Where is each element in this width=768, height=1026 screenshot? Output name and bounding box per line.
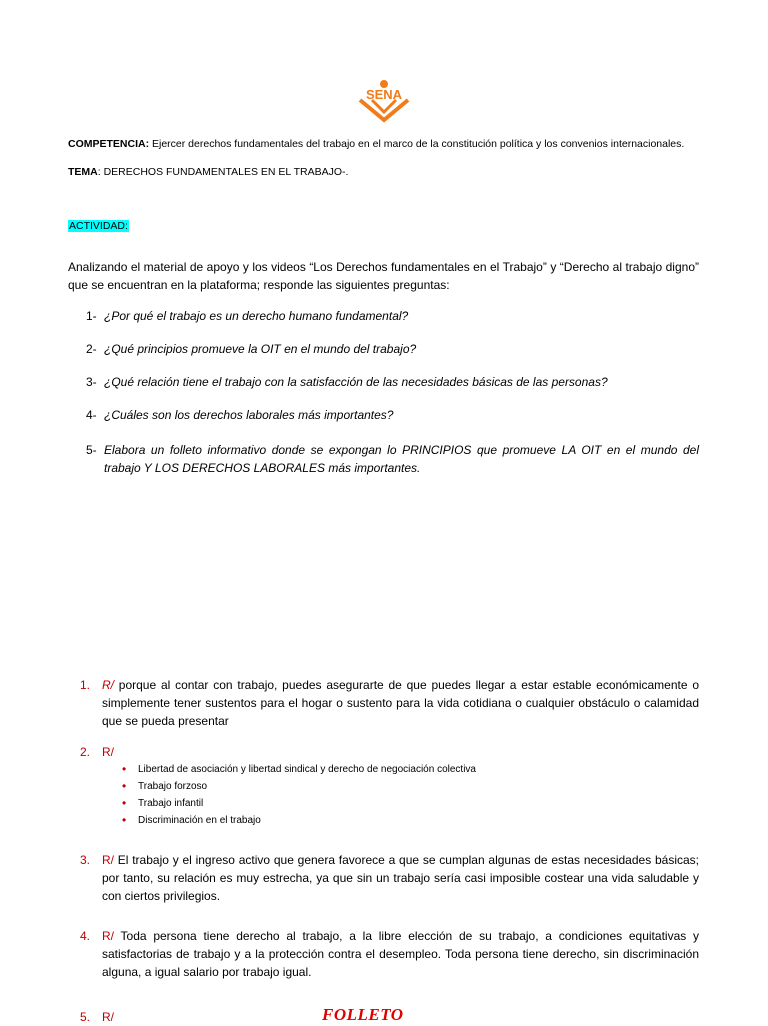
answer-number: 3.: [80, 853, 91, 867]
answer-number: 2.: [80, 745, 91, 759]
answer-label: R/: [102, 853, 114, 867]
answer-item: [80, 676, 699, 730]
question-item: [86, 373, 699, 391]
folleto-title: FOLLETO: [322, 1005, 404, 1024]
answer-text-wrap: [102, 1008, 140, 1026]
sena-logo-icon: [350, 80, 418, 130]
question-text: Elabora un folleto informativo donde se expongan lo PRINCIPIOS que promueve LA OIT en el mundo del trabajo Y LOS DERECHOS LABORALES más importantes.: [104, 443, 699, 475]
answer-label: R/: [102, 1010, 114, 1024]
answer-item: [80, 927, 699, 981]
sena-logo: [350, 80, 418, 130]
answer-text-wrap: [102, 743, 699, 761]
answer-number: 4.: [80, 929, 91, 943]
question-number: 4-: [86, 408, 97, 422]
intro-paragraph: Analizando el material de apoyo y los videos “Los Derechos fundamentales en el Trabajo” y “Derecho al trabajo digno” que se encuentran en la plataforma; responde las siguientes preguntas:: [68, 260, 699, 292]
answer-text: porque al contar con trabajo, puedes asegurarte de que puedes llegar a estar estable económicamente o simplemente tener sustentos para el hogar o sustento para la vida cotidiana o cualquier obstáculo o calamidad que se pueda presentar: [102, 678, 699, 728]
question-number: 2-: [86, 342, 97, 356]
answer-text-wrap: [102, 851, 699, 905]
answer-label: R/: [102, 745, 114, 759]
question-number: 5-: [86, 443, 97, 457]
logo-text: SENA: [365, 87, 403, 102]
competencia-line: [68, 138, 684, 150]
answer-number: 5.: [80, 1010, 91, 1024]
question-number: 3-: [86, 375, 97, 389]
actividad-label: ACTIVIDAD:: [69, 220, 128, 232]
tema-line: [68, 166, 348, 178]
answer-item: [80, 851, 699, 905]
list-item: • Trabajo infantil: [138, 795, 476, 812]
competencia-text: Ejercer derechos fundamentales del trabajo en el marco de la constitución política y los convenios internacionales.: [149, 138, 685, 150]
question-text: ¿Qué principios promueve la OIT en el mundo del trabajo?: [104, 342, 417, 356]
answer-text-wrap: [102, 676, 699, 730]
tema-text: : DERECHOS FUNDAMENTALES EN EL TRABAJO-.: [97, 166, 349, 178]
competencia-label: COMPETENCIA:: [68, 138, 150, 150]
list-item: • Libertad de asociación y libertad sindical y derecho de negociación colectiva: [138, 761, 476, 778]
answer-label: R/: [102, 678, 114, 692]
question-number: 1-: [86, 309, 97, 323]
answer-text-wrap: [102, 927, 699, 981]
list-item: • Trabajo forzoso: [138, 778, 476, 795]
answer-label: R/: [102, 929, 114, 943]
principles-list: [138, 761, 476, 829]
answer-number: 1.: [80, 678, 91, 692]
question-item: [86, 441, 699, 477]
question-item: [86, 340, 699, 358]
answer-item: [80, 1008, 140, 1026]
answer-text: El trabajo y el ingreso activo que genera favorece a que se cumplan algunas de estas necesidades básicas; por tanto, su relación es muy estrecha, ya que sin un trabajo sería casi imposible costear una vida saludable y con ciertos privilegios.: [102, 853, 699, 903]
question-text: ¿Cuáles son los derechos laborales más importantes?: [104, 408, 394, 422]
question-item: [86, 307, 699, 325]
question-text: ¿Qué relación tiene el trabajo con la satisfacción de las necesidades básicas de las personas?: [104, 375, 608, 389]
answer-text: Toda persona tiene derecho al trabajo, a la libre elección de su trabajo, a condiciones equitativas y satisfactorias de trabajo y a la protección contra el desempleo. Toda persona tiene derecho, sin discriminación alguna, a igual salario por trabajo igual.: [102, 929, 699, 979]
question-text: ¿Por qué el trabajo es un derecho humano fundamental?: [104, 309, 409, 323]
tema-label: TEMA: [68, 166, 98, 178]
list-item: • Discriminación en el trabajo: [138, 812, 476, 829]
answer-item: [80, 743, 699, 761]
question-item: [86, 406, 699, 424]
